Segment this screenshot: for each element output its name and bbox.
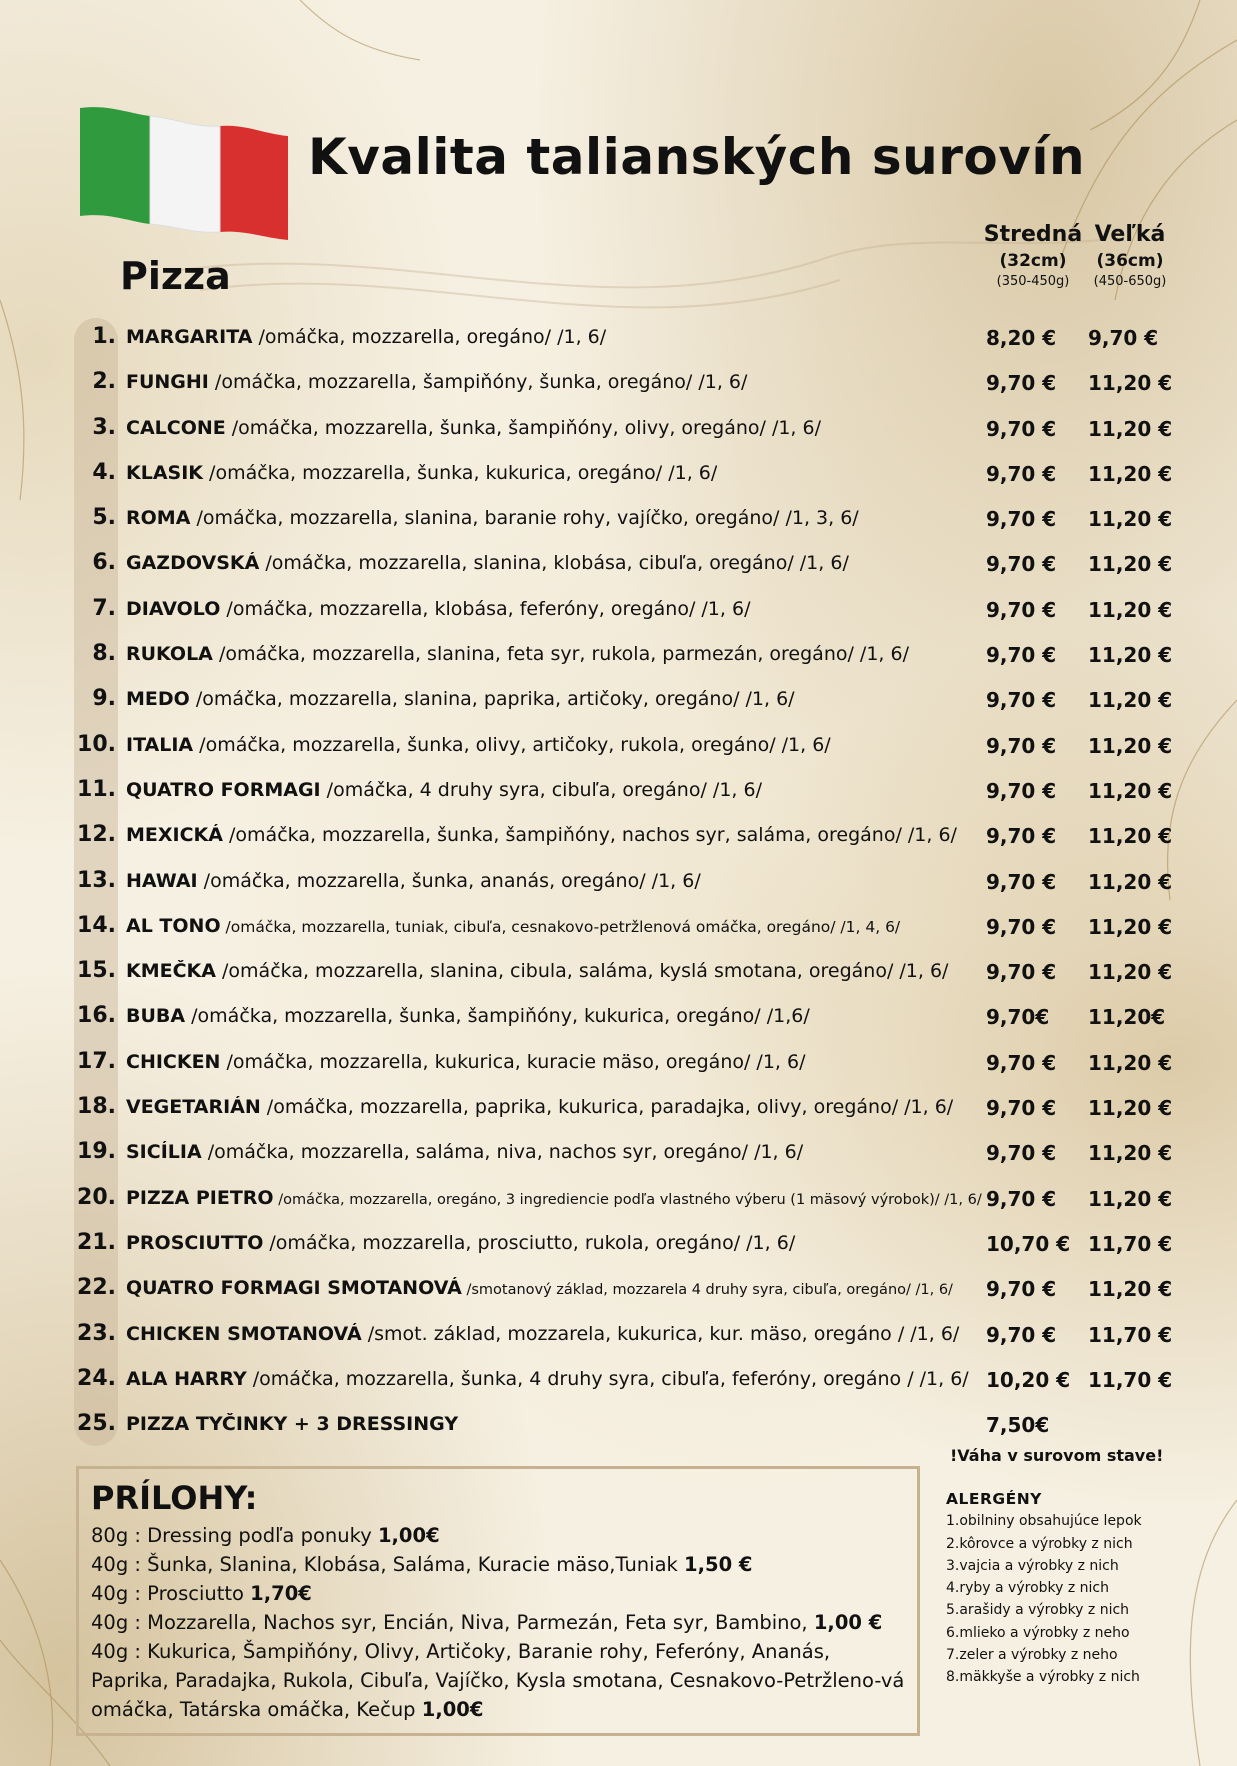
item-description (126, 1232, 1056, 1254)
item-ingredients: /omáčka, 4 druhy syra, cibuľa, oregáno/ /1, 6/ (320, 778, 762, 801)
item-description (126, 643, 1056, 665)
price-medium: 9,70 € (986, 1141, 1057, 1166)
item-number: 13. (77, 867, 116, 893)
item-ingredients: /omáčka, mozzarella, paprika, kukurica, paradajka, olivy, oregáno/ /1, 6/ (260, 1096, 954, 1119)
menu-row (76, 546, 1176, 591)
item-number: 16. (77, 1003, 116, 1029)
price-medium: 9,70 € (986, 914, 1057, 939)
price-large: 11,20 € (1088, 778, 1173, 803)
item-number: 8. (92, 641, 116, 667)
item-ingredients: /omáčka, mozzarella, šunka, olivy, artičoky, rukola, oregáno/ /1, 6/ (193, 733, 831, 756)
price-medium: 9,70 € (986, 1322, 1057, 1347)
allergen-item: 3.vajcia a výrobky z nich (946, 1557, 1119, 1574)
item-number: 24. (77, 1365, 116, 1391)
item-description (126, 688, 1056, 710)
item-name: ALA HARRY (126, 1367, 247, 1390)
item-description (126, 1277, 1056, 1299)
item-description (126, 870, 1056, 892)
price-large: 11,20 € (1088, 1186, 1173, 1211)
item-ingredients: /smotanový základ, mozzarela 4 druhy syra, cibuľa, oregáno/ /1, 6/ (461, 1282, 953, 1299)
price-medium: 9,70 € (986, 960, 1057, 985)
item-ingredients: /omáčka, mozzarella, slanina, klobása, cibuľa, oregáno/ /1, 6/ (259, 552, 849, 575)
item-number: 4. (92, 459, 116, 485)
item-ingredients: /omáčka, mozzarella, saláma, niva, nachos syr, oregáno/ /1, 6/ (201, 1141, 804, 1164)
item-name: KLASIK (126, 461, 204, 484)
allergens-title: ALERGÉNY (946, 1490, 1042, 1508)
item-ingredients: /omáčka, mozzarella, tuniak, cibuľa, cesnakovo-petržlenová omáčka, oregáno/ /1, 4, 6/ (220, 917, 901, 936)
item-description (126, 960, 1056, 982)
extras-line (91, 1608, 905, 1637)
item-ingredients: /omáčka, mozzarella, prosciutto, rukola, oregáno/ /1, 6/ (263, 1231, 796, 1254)
price-large: 11,70 € (1088, 1322, 1173, 1347)
item-number: 21. (77, 1229, 116, 1255)
item-name: ITALIA (126, 733, 194, 756)
column-size: (32cm) (999, 251, 1067, 271)
price-medium: 9,70 € (986, 733, 1057, 758)
price-medium: 8,20 € (986, 326, 1057, 350)
extras-lines (91, 1521, 905, 1724)
item-number: 6. (92, 550, 116, 576)
menu-row (76, 773, 1176, 818)
extras-price: 1,50 € (684, 1553, 753, 1576)
item-description (126, 417, 1056, 439)
extras-line (91, 1579, 905, 1608)
column-size: (36cm) (1096, 251, 1164, 271)
price-medium: 9,70 € (986, 688, 1057, 713)
item-name: MEXICKÁ (126, 824, 223, 847)
price-medium: 9,70 € (986, 597, 1057, 622)
item-number: 22. (77, 1275, 116, 1301)
item-number: 9. (92, 686, 116, 712)
price-medium: 7,50€ (986, 1413, 1050, 1438)
item-description (126, 507, 1056, 529)
item-number: 14. (77, 912, 116, 938)
item-description (126, 734, 1056, 756)
item-name: SICÍLIA (126, 1141, 202, 1164)
item-description (126, 1096, 1056, 1118)
price-medium: 9,70 € (986, 824, 1057, 849)
item-name: QUATRO FORMAGI SMOTANOVÁ (126, 1277, 462, 1300)
item-name: CALCONE (126, 416, 226, 439)
extras-text: 40g : Kukurica, Šampiňóny, Olivy, Artičoky, Baranie rohy, Feferóny, Ananás, Paprika, Paradajka, Rukola, Cibuľa, Vajíčko, Kysla smotana, Cesnakovo-Petržleno-vá omáčka, Tatárska omáčka, Kečup (91, 1640, 905, 1721)
price-large: 11,20 € (1088, 507, 1173, 532)
item-ingredients: /omáčka, mozzarella, kukurica, kuracie mäso, oregáno/ /1, 6/ (220, 1050, 806, 1073)
item-description (126, 1051, 1056, 1073)
column-weight: (450-650g) (1093, 274, 1167, 289)
item-description (126, 1368, 1056, 1390)
column-head-large (1075, 222, 1185, 289)
price-medium: 9,70 € (986, 507, 1057, 532)
item-name: AL TONO (126, 914, 221, 937)
allergen-item: 7.zeler a výrobky z neho (946, 1647, 1118, 1664)
price-medium: 9,70 € (986, 869, 1057, 894)
item-description (126, 1141, 1056, 1163)
item-ingredients: /omáčka, mozzarella, klobása, feferóny, oregáno/ /1, 6/ (220, 597, 751, 620)
item-ingredients: /omáčka, mozzarella, oregáno, 3 ingrediencie podľa vlastného výberu (1 mäsový výrobok)/ /1, 6/ (273, 1191, 982, 1208)
page-title: Kvalita talianských surovín (308, 128, 1086, 186)
item-name: MEDO (126, 688, 190, 711)
menu-row (76, 1135, 1176, 1180)
menu-row (76, 818, 1176, 863)
item-ingredients: /omáčka, mozzarella, slanina, baranie rohy, vajíčko, oregáno/ /1, 3, 6/ (190, 507, 859, 530)
allergen-item: 8.mäkkyše a výrobky z nich (946, 1669, 1140, 1686)
item-name: FUNGHI (126, 371, 209, 394)
item-number: 10. (77, 731, 116, 757)
price-large: 11,20 € (1088, 960, 1173, 985)
price-large: 11,20 € (1088, 1050, 1173, 1075)
item-ingredients: /omáčka, mozzarella, šunka, šampiňóny, kukurica, oregáno/ /1,6/ (185, 1005, 810, 1028)
item-number: 5. (92, 505, 116, 531)
extras-line (91, 1521, 905, 1550)
item-number: 1. (92, 324, 116, 349)
price-large: 11,70 € (1088, 1367, 1173, 1392)
allergen-items (946, 1510, 1142, 1688)
column-weight: (350-450g) (996, 274, 1070, 289)
menu-row (76, 1271, 1176, 1316)
item-description (126, 1005, 1056, 1027)
price-medium: 9,70 € (986, 1186, 1057, 1211)
menu-row (76, 999, 1176, 1044)
allergens-list (946, 1488, 1142, 1689)
menu-row (76, 1362, 1176, 1407)
price-large: 11,20 € (1088, 1277, 1173, 1302)
item-name: MARGARITA (126, 326, 253, 348)
extras-text: 40g : Prosciutto (91, 1582, 251, 1605)
extras-price: 1,00 € (813, 1611, 883, 1634)
item-number: 17. (77, 1048, 116, 1074)
menu-row (76, 864, 1176, 909)
item-number: 15. (77, 958, 116, 984)
extras-price: 1,70€ (250, 1582, 312, 1605)
column-name: Stredná (983, 222, 1083, 247)
item-number: 7. (92, 595, 116, 621)
menu-row (76, 1317, 1176, 1362)
price-medium: 9,70 € (986, 416, 1057, 441)
item-name: PROSCIUTTO (126, 1231, 264, 1254)
price-medium: 9,70 € (986, 643, 1057, 668)
menu-row (76, 954, 1176, 999)
item-name: BUBA (126, 1005, 186, 1028)
price-large: 11,20 € (1088, 1096, 1173, 1121)
column-name: Veľká (1094, 222, 1166, 247)
item-description (126, 1413, 1056, 1435)
menu-row (76, 1090, 1176, 1135)
section-title: Pizza (120, 254, 231, 298)
menu-row (76, 411, 1176, 456)
item-ingredients: /omáčka, mozzarella, šunka, šampiňóny, nachos syr, saláma, oregáno/ /1, 6/ (222, 824, 957, 847)
item-name: RUKOLA (126, 643, 213, 666)
item-ingredients: /omáčka, mozzarella, šunka, kukurica, oregáno/ /1, 6/ (203, 461, 718, 484)
price-large: 11,20 € (1088, 914, 1173, 939)
allergen-item: 4.ryby a výrobky z nich (946, 1580, 1109, 1597)
item-name: QUATRO FORMAGI (126, 778, 321, 801)
price-large: 11,20 € (1088, 416, 1173, 441)
item-ingredients: /smot. základ, mozzarela, kukurica, kur. mäso, oregáno / /1, 6/ (361, 1322, 960, 1345)
item-name: KMEČKA (126, 960, 216, 983)
item-ingredients: /omáčka, mozzarella, oregáno/ /1, 6/ (252, 326, 607, 348)
price-large: 11,20 € (1088, 1141, 1173, 1166)
extras-price: 1,00€ (377, 1524, 440, 1547)
allergen-item: 5.arašidy a výrobky z nich (946, 1602, 1130, 1619)
price-large: 11,20€ (1088, 1005, 1166, 1030)
pizza-menu-list (76, 320, 1176, 1452)
price-large: 11,20 € (1088, 824, 1173, 849)
italian-flag-icon (80, 104, 288, 240)
item-description (126, 598, 1056, 620)
extras-box (76, 1466, 920, 1736)
menu-row (76, 592, 1176, 637)
extras-title: PRÍLOHY: (91, 1479, 258, 1517)
item-number: 23. (77, 1320, 116, 1346)
item-name: DIAVOLO (126, 597, 221, 620)
price-large: 11,20 € (1088, 552, 1173, 577)
item-description (126, 462, 1056, 484)
item-name: HAWAI (126, 869, 198, 892)
price-large: 11,20 € (1088, 461, 1173, 486)
menu-row (76, 637, 1176, 682)
item-name: CHICKEN (126, 1050, 221, 1073)
item-name: GAZDOVSKÁ (126, 552, 260, 575)
price-medium: 9,70 € (986, 552, 1057, 577)
item-number: 11. (77, 776, 116, 802)
item-description (126, 1323, 1056, 1345)
weight-note: !Váha v surovom stave! (950, 1446, 1164, 1465)
item-number: 2. (92, 369, 116, 395)
menu-row (76, 1226, 1176, 1271)
price-large: 9,70 € (1088, 326, 1159, 350)
item-description (126, 779, 1056, 801)
menu-row (76, 909, 1176, 954)
item-ingredients: /omáčka, mozzarella, slanina, feta syr, rukola, parmezán, oregáno/ /1, 6/ (212, 643, 909, 666)
item-number: 18. (77, 1094, 116, 1120)
price-large: 11,20 € (1088, 371, 1173, 396)
extras-price: 1,00€ (421, 1698, 484, 1721)
price-medium: 9,70 € (986, 371, 1057, 396)
menu-row (76, 682, 1176, 727)
item-ingredients: /omáčka, mozzarella, šunka, šampiňóny, olivy, oregáno/ /1, 6/ (225, 416, 821, 439)
item-description (126, 824, 1056, 846)
menu-row (76, 501, 1176, 546)
price-large: 11,20 € (1088, 643, 1173, 668)
price-large: 11,70 € (1088, 1231, 1173, 1256)
extras-line (91, 1550, 905, 1579)
item-ingredients: /omáčka, mozzarella, slanina, cibula, saláma, kyslá smotana, oregáno/ /1, 6/ (215, 960, 949, 983)
item-description (126, 1187, 1056, 1209)
extras-text: 40g : Šunka, Slanina, Klobása, Saláma, Kuracie mäso,Tuniak (91, 1553, 685, 1576)
allergen-item: 6.mlieko a výrobky z neho (946, 1624, 1130, 1641)
extras-text: 40g : Mozzarella, Nachos syr, Encián, Niva, Parmezán, Feta syr, Bambino, (91, 1611, 814, 1634)
menu-row (76, 728, 1176, 773)
price-medium: 10,20 € (986, 1367, 1071, 1392)
item-number: 3. (92, 414, 116, 440)
item-number: 25. (77, 1411, 116, 1437)
price-large: 11,20 € (1088, 597, 1173, 622)
menu-row (76, 320, 1176, 365)
price-medium: 9,70 € (986, 1096, 1057, 1121)
item-name: VEGETARIÁN (126, 1096, 261, 1119)
price-medium: 9,70 € (986, 1050, 1057, 1075)
item-description (126, 326, 1056, 348)
item-ingredients: /omáčka, mozzarella, šunka, ananás, oregáno/ /1, 6/ (197, 869, 701, 892)
price-medium: 10,70 € (986, 1231, 1071, 1256)
price-medium: 9,70 € (986, 1277, 1057, 1302)
item-ingredients: /omáčka, mozzarella, šunka, 4 druhy syra, cibuľa, feferóny, oregáno / /1, 6/ (246, 1367, 969, 1390)
extras-text: 80g : Dressing podľa ponuky (91, 1524, 378, 1547)
allergen-item: 2.kôrovce a výrobky z nich (946, 1535, 1133, 1552)
price-medium: 9,70 € (986, 778, 1057, 803)
item-name: ROMA (126, 507, 191, 530)
item-description (126, 915, 1056, 937)
price-large: 11,20 € (1088, 688, 1173, 713)
menu-row (76, 1181, 1176, 1226)
item-description (126, 552, 1056, 574)
item-ingredients: /omáčka, mozzarella, šampiňóny, šunka, oregáno/ /1, 6/ (208, 371, 748, 394)
item-name: PIZZA TYČINKY + 3 DRESSINGY (126, 1413, 459, 1436)
extras-line (91, 1637, 905, 1724)
price-large: 11,20 € (1088, 733, 1173, 758)
item-name: PIZZA PIETRO (126, 1186, 274, 1209)
item-number: 12. (77, 822, 116, 848)
allergen-item: 1.obilniny obsahujúce lepok (946, 1513, 1142, 1530)
menu-row (76, 1045, 1176, 1090)
item-number: 19. (77, 1139, 116, 1165)
price-medium: 9,70 € (986, 461, 1057, 486)
menu-row (76, 365, 1176, 410)
menu-row (76, 456, 1176, 501)
item-description (126, 371, 1056, 393)
price-large: 11,20 € (1088, 869, 1173, 894)
price-medium: 9,70€ (986, 1005, 1050, 1030)
item-number: 20. (77, 1184, 116, 1210)
item-name: CHICKEN SMOTANOVÁ (126, 1322, 362, 1345)
item-ingredients: /omáčka, mozzarella, slanina, paprika, artičoky, oregáno/ /1, 6/ (189, 688, 795, 711)
